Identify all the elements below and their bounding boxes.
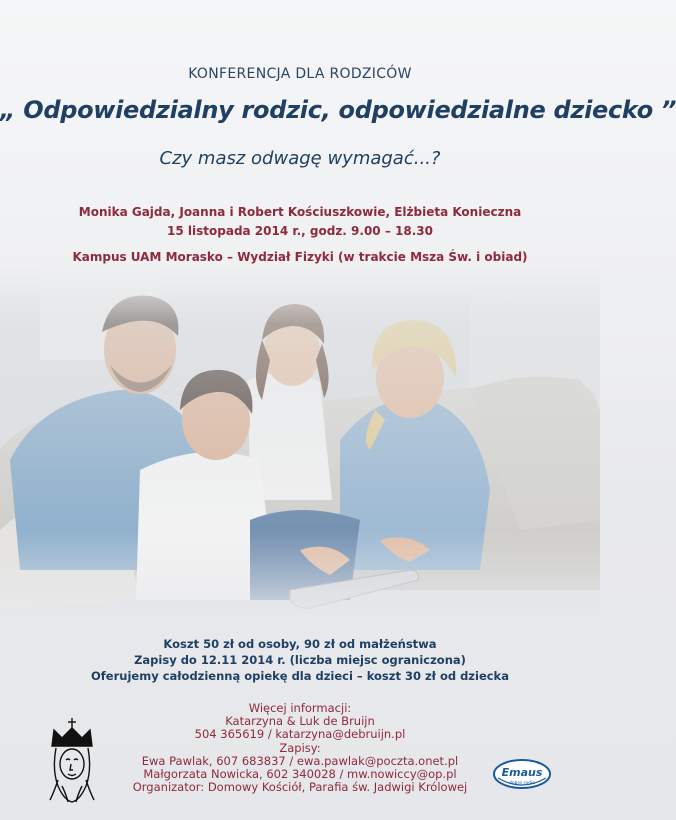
- signup-contact-2: Małgorzata Nowicka, 602 340028 / mw.nowiccy@op.pl: [143, 767, 457, 782]
- emaus-logo-text: Emaus: [501, 766, 543, 779]
- more-info-label: Więcej informacji:: [248, 701, 352, 715]
- signup-label: Zapisy:: [279, 740, 321, 755]
- page-title: „ Odpowiedzialny rodzic, odpowiedzialne dziecko ”: [0, 96, 676, 124]
- emaus-logo-subtext: dobre radio: [509, 781, 535, 786]
- emaus-radio-logo: [492, 758, 552, 790]
- page-subtitle: Czy masz odwagę wymagać...?: [159, 148, 441, 169]
- registration-line: Zapisy do 12.11 2014 r. (liczba miejsc ograniczona): [134, 653, 466, 667]
- cost-line: Koszt 50 zł od osoby, 90 zł od małżeństwa: [163, 637, 437, 651]
- date-time-line: 15 listopada 2014 r., godz. 9.00 – 18.30: [167, 224, 433, 238]
- speakers-line: Monika Gajda, Joanna i Robert Kościuszkowie, Elżbieta Konieczna: [78, 205, 522, 219]
- family-with-tablet-photo-icon: [0, 270, 600, 630]
- organizer-line: Organizator: Domowy Kościół, Parafia św. Jadwigi Królowej: [132, 780, 468, 795]
- family-photo: [0, 270, 600, 630]
- conference-label: KONFERENCJA DLA RODZICÓW: [188, 66, 412, 82]
- pricing-block: [0, 636, 600, 684]
- signup-contact-1: Ewa Pawlak, 607 683837 / ewa.pawlak@poczta.onet.pl: [141, 753, 459, 768]
- location-line: Kampus UAM Morasko – Wydział Fizyki (w trakcie Msza Św. i obiad): [72, 250, 528, 264]
- info-person: Katarzyna & Luk de Bruijn: [225, 714, 375, 729]
- queen-jadwiga-logo-icon: [44, 716, 100, 806]
- childcare-line: Oferujemy całodzienną opiekę dla dzieci – koszt 30 zł od dziecka: [91, 669, 509, 683]
- info-contact: 504 365619 / katarzyna@debruijn.pl: [194, 727, 406, 742]
